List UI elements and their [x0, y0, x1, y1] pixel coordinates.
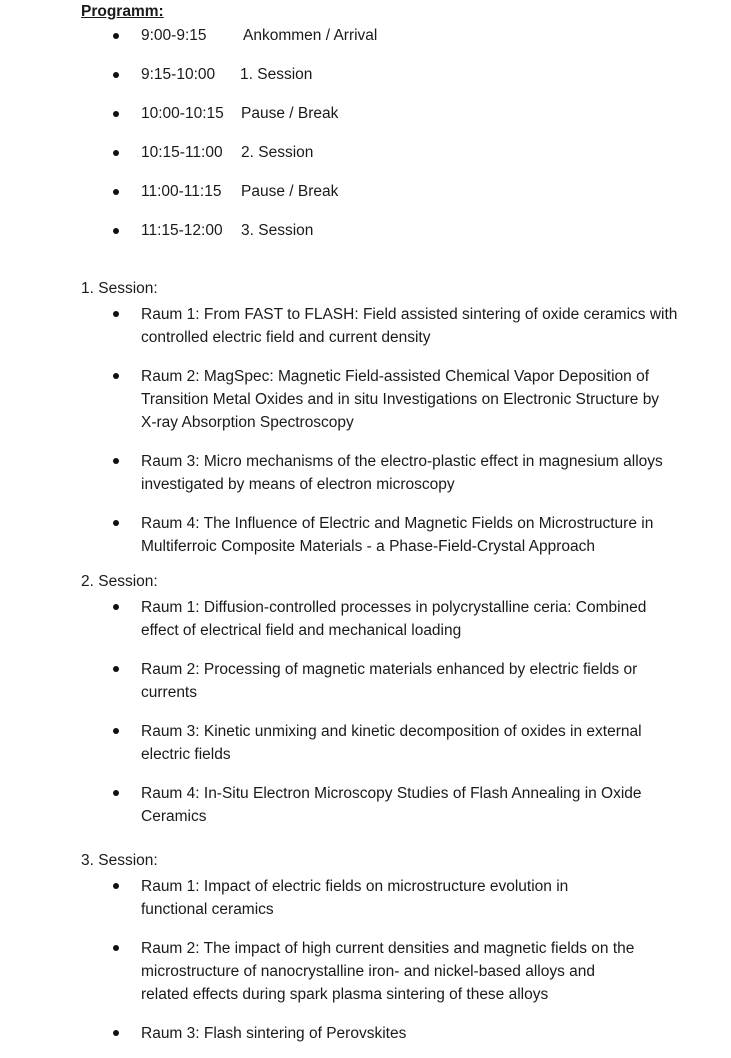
- bullet-icon: [113, 111, 119, 117]
- item-line: effect of electrical field and mechanical loading: [141, 622, 462, 639]
- item-line: Multiferroic Composite Materials - a Phase-Field-Crystal Approach: [141, 538, 595, 555]
- session-item: [141, 303, 677, 349]
- programm-heading: Programm:: [81, 3, 164, 20]
- session-item: [141, 512, 653, 558]
- bullet-icon: [113, 604, 119, 610]
- session-item: [141, 720, 642, 766]
- item-line: related effects during spark plasma sintering of these alloys: [141, 986, 549, 1003]
- item-line: Raum 1: Diffusion-controlled processes in polycrystalline ceria: Combined: [141, 599, 647, 616]
- agenda-time: 10:00-10:15: [141, 105, 224, 122]
- bullet-icon: [113, 228, 119, 234]
- item-line: Raum 4: In-Situ Electron Microscopy Studies of Flash Annealing in Oxide: [141, 785, 642, 802]
- item-line: Raum 2: MagSpec: Magnetic Field-assisted Chemical Vapor Deposition of: [141, 368, 650, 385]
- item-line: Raum 1: Impact of electric fields on microstructure evolution in: [141, 878, 569, 895]
- session-item: [141, 875, 568, 921]
- item-line: Raum 3: Flash sintering of Perovskites: [141, 1025, 407, 1042]
- bullet-icon: [113, 72, 119, 78]
- session-item: [141, 782, 642, 828]
- item-line: controlled electric field and current density: [141, 329, 431, 346]
- session-item: [141, 365, 659, 434]
- item-line: currents: [141, 684, 197, 701]
- item-line: microstructure of nanocrystalline iron- and nickel-based alloys and: [141, 963, 596, 980]
- session-item: [141, 596, 646, 642]
- agenda-time: 11:00-11:15: [141, 183, 222, 200]
- item-line: electric fields: [141, 746, 231, 763]
- session-item: [141, 1022, 406, 1045]
- item-line: Raum 3: Micro mechanisms of the electro-plastic effect in magnesium alloys: [141, 453, 663, 470]
- bullet-icon: [113, 311, 119, 317]
- bullet-icon: [113, 458, 119, 464]
- agenda-label: Pause / Break: [241, 183, 339, 200]
- agenda-time: 9:15-10:00: [141, 66, 216, 83]
- bullet-icon: [113, 1030, 119, 1036]
- item-line: Raum 2: The impact of high current densities and magnetic fields on the: [141, 940, 635, 957]
- agenda-label: 3. Session: [241, 222, 314, 239]
- agenda-time: 11:15-12:00: [141, 222, 223, 239]
- bullet-icon: [113, 728, 119, 734]
- session-heading: 1. Session:: [81, 280, 158, 297]
- item-line: Raum 1: From FAST to FLASH: Field assisted sintering of oxide ceramics with: [141, 306, 678, 323]
- item-line: Ceramics: [141, 808, 207, 825]
- session-item: [141, 450, 663, 496]
- bullet-icon: [113, 883, 119, 889]
- session-item: [141, 658, 637, 704]
- bullet-icon: [113, 790, 119, 796]
- agenda-label: Pause / Break: [241, 105, 339, 122]
- agenda-time: 10:15-11:00: [141, 144, 223, 161]
- item-line: Transition Metal Oxides and in situ Investigations on Electronic Structure by: [141, 391, 660, 408]
- bullet-icon: [113, 520, 119, 526]
- item-line: Raum 3: Kinetic unmixing and kinetic decomposition of oxides in external: [141, 723, 642, 740]
- item-line: X-ray Absorption Spectroscopy: [141, 414, 354, 431]
- session-heading: 3. Session:: [81, 852, 158, 869]
- session-item: [141, 937, 634, 1006]
- bullet-icon: [113, 189, 119, 195]
- agenda-time: 9:00-9:15: [141, 27, 207, 44]
- item-line: investigated by means of electron microscopy: [141, 476, 455, 493]
- bullet-icon: [113, 150, 119, 156]
- agenda-label: 2. Session: [241, 144, 314, 161]
- item-line: Raum 4: The Influence of Electric and Magnetic Fields on Microstructure in: [141, 515, 654, 532]
- item-line: functional ceramics: [141, 901, 274, 918]
- agenda-label: 1. Session: [240, 66, 313, 83]
- bullet-icon: [113, 666, 119, 672]
- bullet-icon: [113, 33, 119, 39]
- item-line: Raum 2: Processing of magnetic materials enhanced by electric fields or: [141, 661, 638, 678]
- bullet-icon: [113, 945, 119, 951]
- session-heading: 2. Session:: [81, 573, 158, 590]
- agenda-label: Ankommen / Arrival: [243, 27, 378, 44]
- bullet-icon: [113, 373, 119, 379]
